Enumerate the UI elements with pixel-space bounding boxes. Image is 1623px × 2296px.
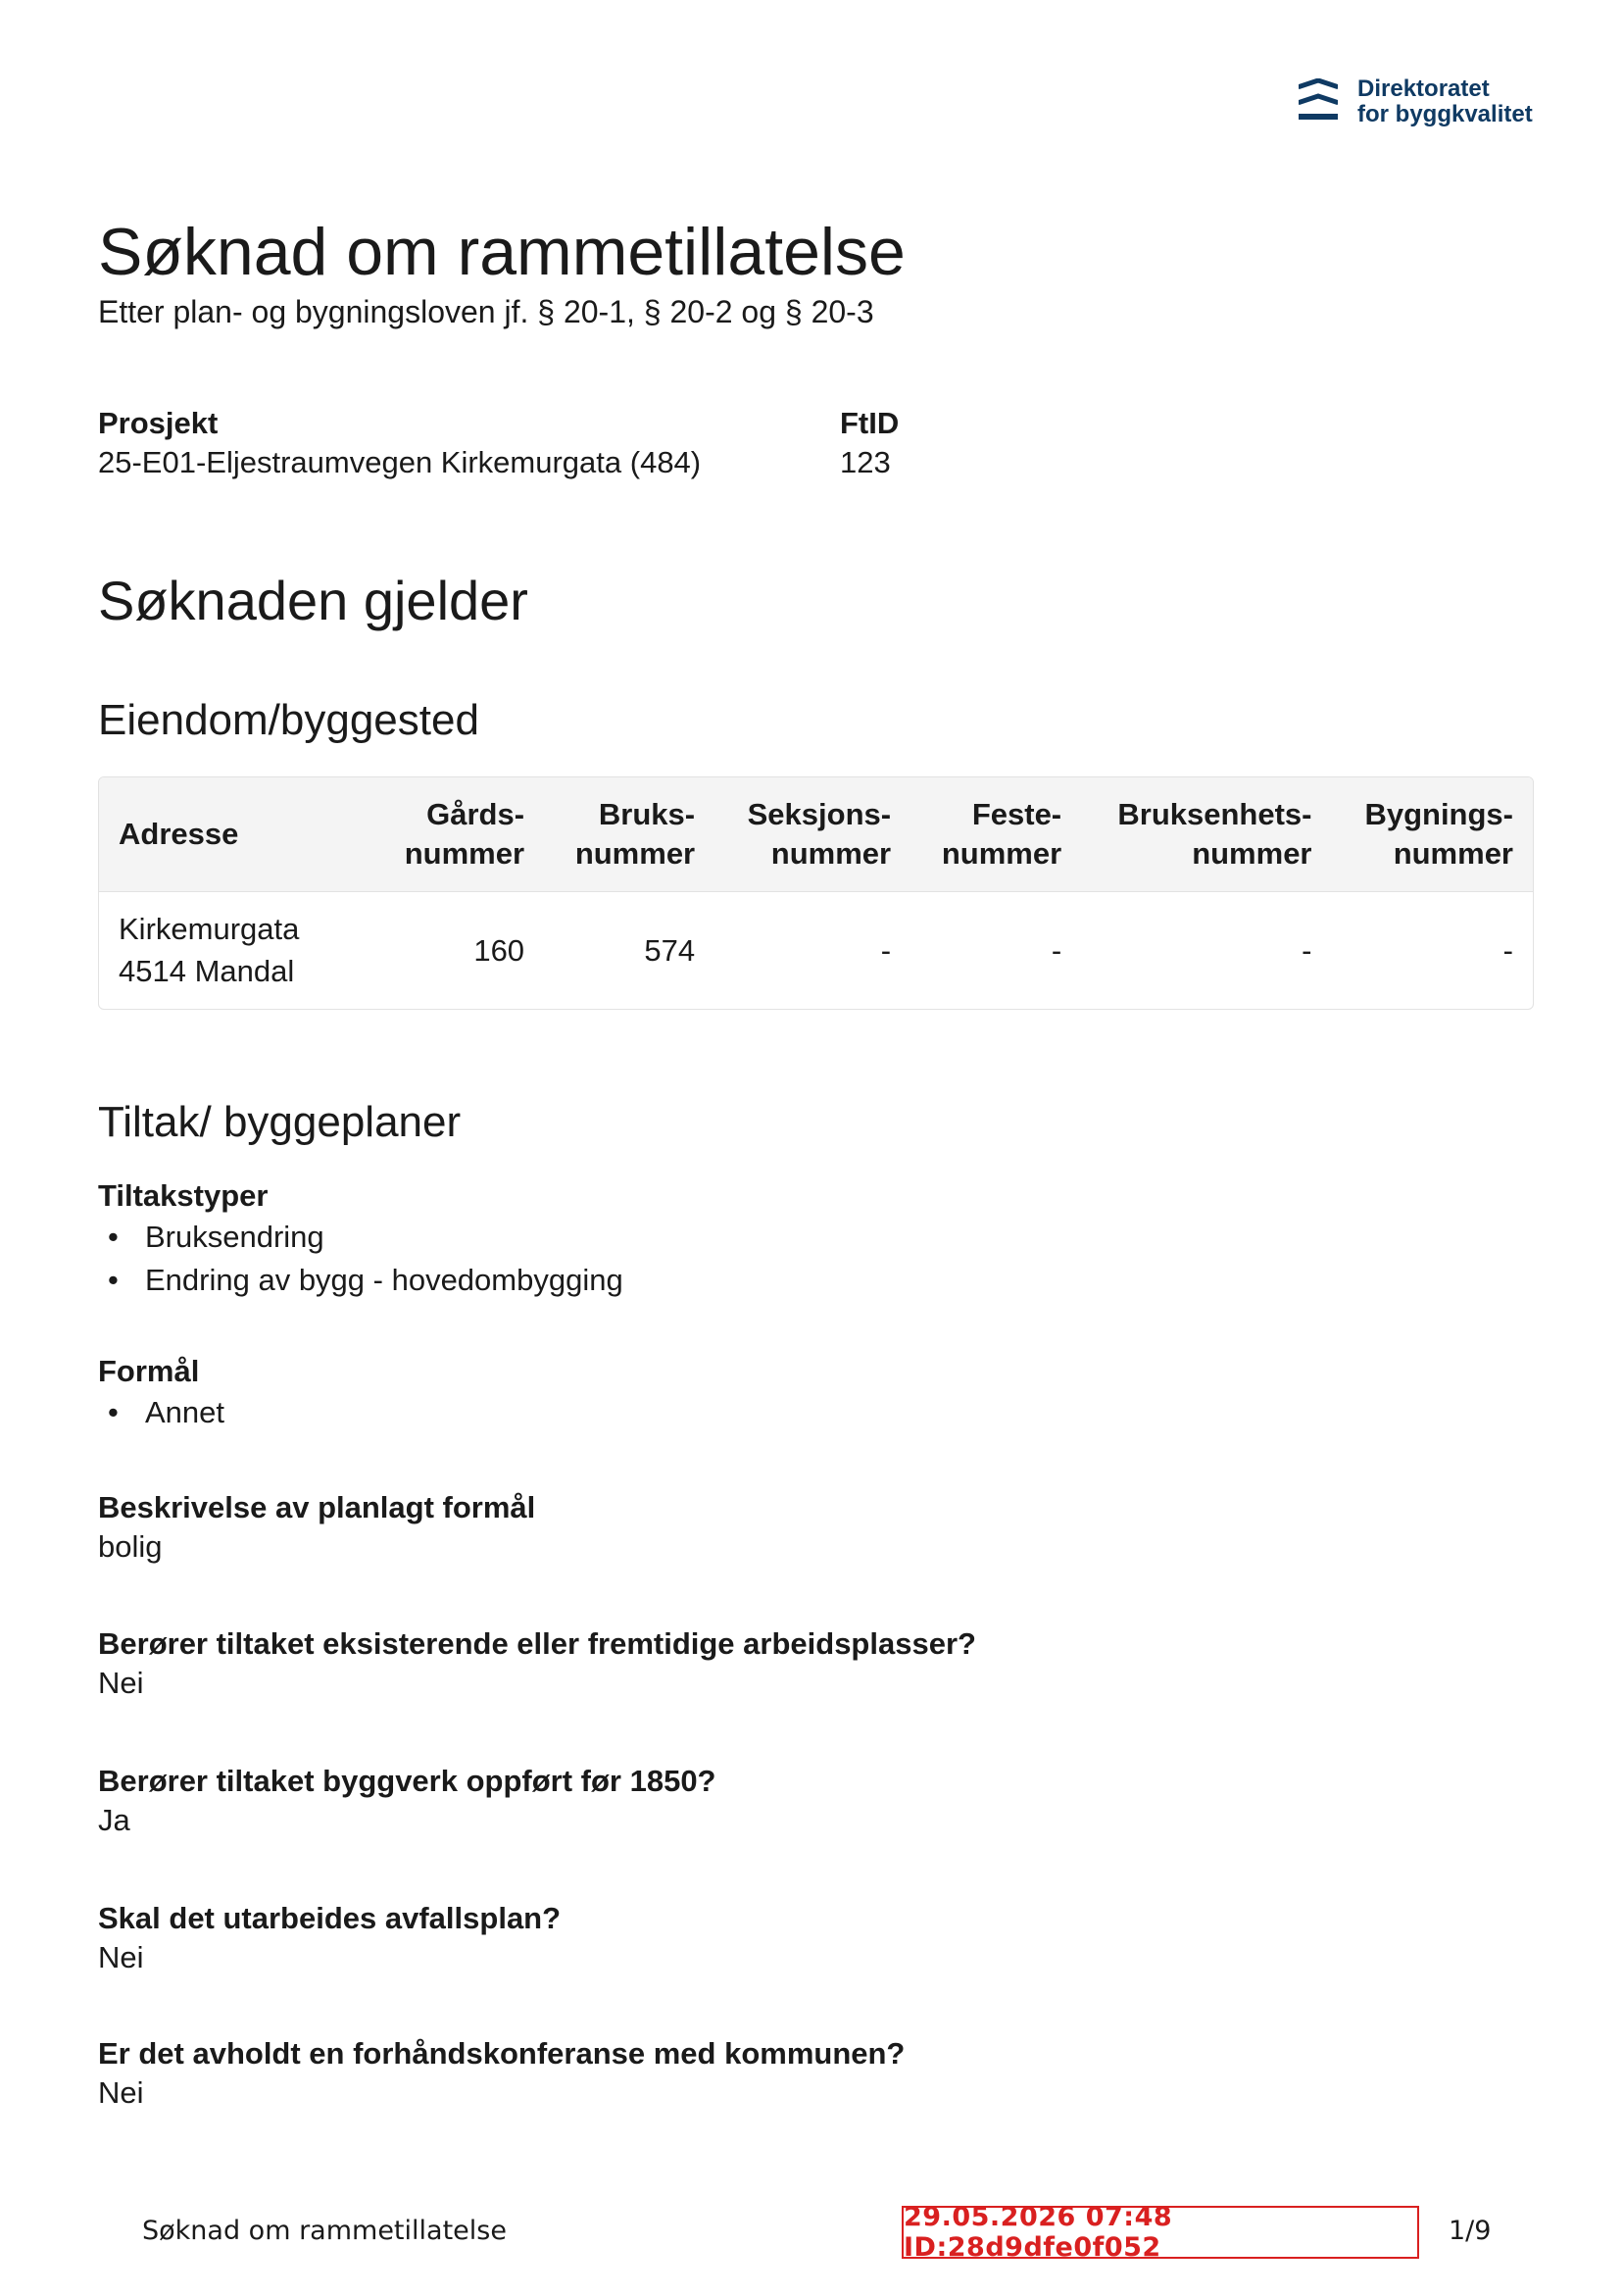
tiltakstyper-field [98, 1176, 623, 1302]
cell-adresse: Kirkemurgata 4514 Mandal [119, 912, 300, 989]
logo-line-2: for byggkvalitet [1357, 101, 1533, 127]
list-item: • Annet [98, 1391, 224, 1434]
cell-seksjonsnummer: - [880, 932, 892, 968]
ftid-field [840, 404, 899, 482]
answer-value: Nei [98, 2075, 144, 2110]
qa-byggverk-1850 [98, 1762, 716, 1840]
table-header-row [99, 777, 1533, 891]
answer-value: Ja [98, 1803, 130, 1837]
cell-bygningsnummer: - [1502, 932, 1513, 968]
col-bygningsnummer: Bygnings- nummer [1364, 796, 1513, 871]
qa-avfallsplan [98, 1899, 561, 1977]
logo-line-1: Direktoratet [1357, 75, 1490, 102]
formal-label: Formål [98, 1354, 200, 1388]
list-item: • Bruksendring [98, 1216, 623, 1259]
col-gardsnummer: Gårds- nummer [404, 796, 525, 871]
col-bruksnummer: Bruks- nummer [574, 796, 696, 871]
property-table [98, 776, 1534, 1010]
dibk-logo-icon [1299, 78, 1338, 124]
table-row [99, 891, 1533, 1009]
logo-text [1357, 76, 1533, 127]
formal-field [98, 1352, 224, 1434]
cell-bruksenhetsnummer: - [1302, 932, 1312, 968]
project-value: 25-E01-Eljestraumvegen Kirkemurgata (484) [98, 445, 702, 479]
footer-page-number: 1/9 [1449, 2216, 1492, 2246]
question-label: Berører tiltaket byggverk oppført før 1850? [98, 1764, 716, 1798]
tiltakstyper-list [98, 1216, 623, 1302]
col-adresse: Adresse [119, 816, 239, 851]
cell-festenummer: - [1051, 932, 1062, 968]
question-label: Beskrivelse av planlagt formål [98, 1490, 536, 1524]
answer-value: Nei [98, 1666, 144, 1700]
footer-timestamp-stamp: 29.05.2026 07:48 ID:28d9dfe0f052 [902, 2206, 1419, 2259]
ftid-label: FtID [840, 406, 900, 440]
formal-list [98, 1391, 224, 1434]
section-heading-tiltak: Tiltak/ byggeplaner [98, 1098, 462, 1146]
col-bruksenhetsnummer: Bruksenhets- nummer [1117, 796, 1312, 871]
question-label: Skal det utarbeides avfallsplan? [98, 1901, 562, 1935]
list-item: • Endring av bygg - hovedombygging [98, 1259, 623, 1302]
section-heading-eiendom: Eiendom/byggested [98, 696, 479, 744]
answer-value: Nei [98, 1940, 144, 1974]
cell-bruksnummer: 574 [644, 932, 696, 968]
question-label: Er det avholdt en forhåndskonferanse med kommunen? [98, 2036, 906, 2071]
qa-beskrivelse [98, 1488, 535, 1567]
answer-value: bolig [98, 1529, 163, 1564]
qa-arbeidsplasser [98, 1624, 976, 1703]
project-field [98, 404, 701, 482]
col-festenummer: Feste- nummer [941, 796, 1062, 871]
document-title: Søknad om rammetillatelse [98, 215, 906, 289]
footer-document-title: Søknad om rammetillatelse [142, 2216, 507, 2246]
ftid-value: 123 [840, 445, 891, 479]
cell-gardsnummer: 160 [473, 932, 525, 968]
tiltakstyper-label: Tiltakstyper [98, 1178, 269, 1213]
dibk-logo [1299, 73, 1553, 131]
document-subtitle: Etter plan- og bygningsloven jf. § 20-1, § 20-2 og § 20-3 [98, 294, 874, 329]
col-seksjonsnummer: Seksjons- nummer [747, 796, 892, 871]
question-label: Berører tiltaket eksisterende eller fremtidige arbeidsplasser? [98, 1626, 976, 1661]
section-heading-soknaden-gjelder: Søknaden gjelder [98, 570, 528, 631]
qa-forhandskonferanse [98, 2034, 905, 2113]
project-label: Prosjekt [98, 406, 219, 440]
